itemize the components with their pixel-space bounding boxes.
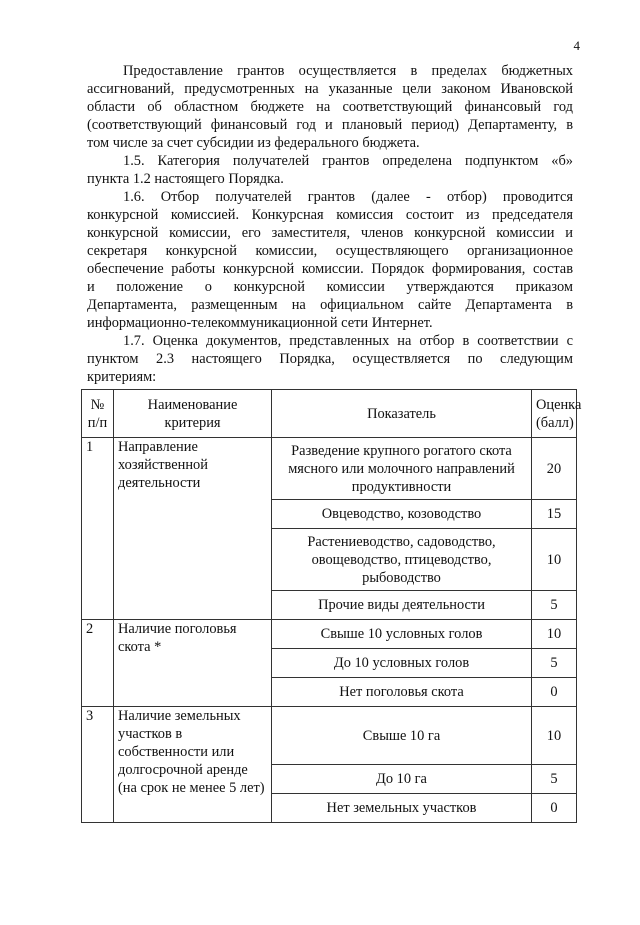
table-row [82,438,577,500]
header-num: № п/п [82,390,114,438]
indicator-cell: Свыше 10 условных голов [272,620,532,649]
table-row [82,707,577,765]
header-criterion-name: Наименование критерия [114,390,272,438]
text-line: том числе за счет субсидии из федерального бюджета. [87,135,420,151]
text-line: Департамента, размещенным на официальном сайте Департамента в [87,297,573,313]
score-cell: 10 [532,529,577,591]
score-cell: 10 [532,707,577,765]
criterion-name: Наличие земельных участков в собственности или долгосрочной аренде (на срок не менее 5 лет) [114,707,272,823]
text-line: конкурсной комиссии, его заместителя, членов конкурсной комиссии и [87,225,573,241]
text-line: информационно-телекоммуникационной сети Интернет. [87,315,433,331]
indicator-cell: Овцеводство, козоводство [272,500,532,529]
text-line: секретаря конкурсной комиссии, осуществляющего организационное [87,243,573,259]
text-line: Предоставление грантов осуществляется в пределах бюджетных [123,63,573,79]
text-line: 1.7. Оценка документов, представленных на отбор в соответствии с [123,333,573,349]
score-cell: 15 [532,500,577,529]
text-line: конкурсной комиссией. Конкурсная комиссия состоит из председателя [87,207,573,223]
score-cell: 0 [532,678,577,707]
criterion-number: 2 [82,620,114,707]
text-line: (соответствующий финансовый год и плановый период) Департаменту, в [87,117,573,133]
text-line: критериям: [87,369,157,385]
score-cell: 10 [532,620,577,649]
text-line: ассигнований, предусмотренных на указанные цели законом Ивановской [87,81,573,97]
criterion-name: Направление хозяйственной деятельности [114,438,272,620]
score-cell: 20 [532,438,577,500]
criterion-name: Наличие поголовья скота * [114,620,272,707]
text-line: пунктом 2.3 настоящего Порядка, осуществляется по следующим [87,351,573,367]
indicator-cell: Прочие виды деятельности [272,591,532,620]
text-line: и положение о конкурсной комиссии утверждаются приказом [87,279,573,295]
indicator-cell: Свыше 10 га [272,707,532,765]
indicator-cell: До 10 условных голов [272,649,532,678]
indicator-cell: Разведение крупного рогатого скота мясного или молочного направлений продуктивности [272,438,532,500]
criterion-number: 3 [82,707,114,823]
score-cell: 5 [532,765,577,794]
text-line: области об областном бюджете на соответствующий финансовый год [87,99,573,115]
indicator-cell: Растениеводство, садоводство, овощеводство, птицеводство, рыбоводство [272,529,532,591]
header-score: Оценка (балл) [532,390,577,438]
indicator-cell: Нет поголовья скота [272,678,532,707]
page-number: 4 [573,38,580,53]
score-cell: 5 [532,591,577,620]
indicator-cell: До 10 га [272,765,532,794]
score-cell: 5 [532,649,577,678]
text-line: пункта 1.2 настоящего Порядка. [87,171,284,187]
table-row [82,620,577,649]
criterion-number: 1 [82,438,114,620]
header-indicator: Показатель [272,390,532,438]
criteria-table [81,389,582,823]
text-line: 1.5. Категория получателей грантов определена подпунктом «б» [123,153,573,169]
text-line: обеспечение работы конкурсной комиссии. Порядок формирования, состав [87,261,573,277]
text-line: 1.6. Отбор получателей грантов (далее - отбор) проводится [123,189,573,205]
indicator-cell: Нет земельных участков [272,794,532,823]
table-header-row [82,390,577,438]
score-cell: 0 [532,794,577,823]
